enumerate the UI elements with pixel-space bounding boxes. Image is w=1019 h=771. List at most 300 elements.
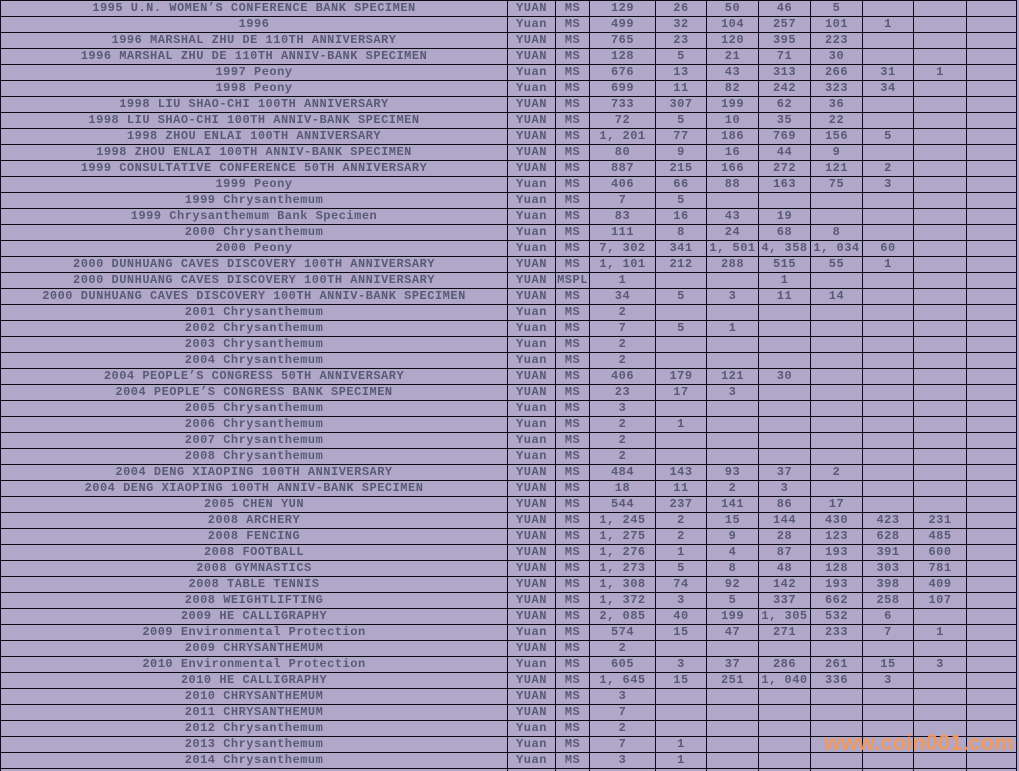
description-cell: 1999 Peony (1, 177, 508, 193)
grade-count-cell: 4, 358 (759, 241, 811, 257)
grading-service-cell: MS (556, 481, 590, 497)
description-cell: 2008 WEIGHTLIFTING (1, 593, 508, 609)
grade-count-cell (967, 401, 1017, 417)
currency-cell: Yuan (508, 65, 556, 81)
description-cell: 2010 CHRYSANTHEMUM (1, 689, 508, 705)
grade-count-cell (863, 145, 914, 161)
grading-service-cell: MS (556, 145, 590, 161)
grade-count-cell (967, 273, 1017, 289)
grade-count-cell: 4 (707, 545, 759, 561)
grade-count-cell: 307 (656, 97, 707, 113)
currency-cell: YUAN (508, 561, 556, 577)
grade-count-cell (707, 721, 759, 737)
grade-count-cell (967, 225, 1017, 241)
grade-count-cell: 24 (707, 225, 759, 241)
grade-count-cell (914, 401, 967, 417)
grade-count-cell (863, 369, 914, 385)
grade-count-cell: 5 (656, 113, 707, 129)
grading-service-cell: MS (556, 161, 590, 177)
description-cell: 2004 PEOPLE’S CONGRESS BANK SPECIMEN (1, 385, 508, 401)
table-row (1, 433, 1017, 449)
grading-service-cell: MS (556, 209, 590, 225)
grade-count-cell (656, 433, 707, 449)
grade-count-cell: 15 (707, 513, 759, 529)
grading-service-cell: MS (556, 737, 590, 753)
total-graded-cell: 887 (590, 161, 656, 177)
grade-count-cell (759, 753, 811, 769)
grade-count-cell: 35 (759, 113, 811, 129)
grading-service-cell: MS (556, 337, 590, 353)
total-graded-cell: 18 (590, 481, 656, 497)
grade-count-cell: 30 (811, 49, 863, 65)
grade-count-cell (967, 145, 1017, 161)
description-cell: 2000 DUNHUANG CAVES DISCOVERY 100TH ANNIVERSARY (1, 273, 508, 289)
description-cell: 2008 FENCING (1, 529, 508, 545)
table-row (1, 481, 1017, 497)
grade-count-cell: 82 (707, 81, 759, 97)
grade-count-cell (914, 33, 967, 49)
table-row (1, 129, 1017, 145)
grade-count-cell: 532 (811, 609, 863, 625)
table-row (1, 257, 1017, 273)
grade-count-cell (967, 369, 1017, 385)
grading-service-cell: MS (556, 641, 590, 657)
grade-count-cell (707, 433, 759, 449)
grade-count-cell: 231 (914, 513, 967, 529)
grade-count-cell (811, 641, 863, 657)
grade-count-cell: 11 (759, 289, 811, 305)
grade-count-cell: 22 (811, 113, 863, 129)
currency-cell: YUAN (508, 369, 556, 385)
table-row (1, 113, 1017, 129)
grading-service-cell: MS (556, 465, 590, 481)
total-graded-cell: 34 (590, 289, 656, 305)
grading-service-cell: MS (556, 577, 590, 593)
grading-service-cell: MS (556, 1, 590, 17)
grade-count-cell: 9 (811, 145, 863, 161)
grade-count-cell (914, 641, 967, 657)
grading-service-cell: MS (556, 369, 590, 385)
grade-count-cell: 62 (759, 97, 811, 113)
grade-count-cell (914, 369, 967, 385)
grade-count-cell (967, 385, 1017, 401)
total-graded-cell: 484 (590, 465, 656, 481)
grade-count-cell (759, 385, 811, 401)
grade-count-cell: 8 (656, 225, 707, 241)
grade-count-cell (811, 353, 863, 369)
grading-service-cell: MS (556, 545, 590, 561)
total-graded-cell: 1 (590, 273, 656, 289)
grade-count-cell (967, 257, 1017, 273)
total-graded-cell: 7, 302 (590, 241, 656, 257)
grade-count-cell: 3 (759, 481, 811, 497)
grade-count-cell: 5 (656, 321, 707, 337)
grade-count-cell (811, 753, 863, 769)
description-cell: 2008 ARCHERY (1, 513, 508, 529)
grade-count-cell (967, 129, 1017, 145)
grade-count-cell: 258 (863, 593, 914, 609)
grade-count-cell: 288 (707, 257, 759, 273)
currency-cell: YUAN (508, 1, 556, 17)
grade-count-cell: 286 (759, 657, 811, 673)
description-cell: 2011 CHRYSANTHEMUM (1, 705, 508, 721)
grade-count-cell: 3 (707, 289, 759, 305)
grading-service-cell: MS (556, 49, 590, 65)
grading-service-cell: MS (556, 177, 590, 193)
description-cell: 2004 PEOPLE’S CONGRESS 50TH ANNIVERSARY (1, 369, 508, 385)
table-row (1, 177, 1017, 193)
total-graded-cell: 111 (590, 225, 656, 241)
grade-count-cell: 15 (656, 673, 707, 689)
grade-count-cell (914, 177, 967, 193)
grading-service-cell: MS (556, 401, 590, 417)
grade-count-cell (707, 641, 759, 657)
total-graded-cell: 676 (590, 65, 656, 81)
grade-count-cell (759, 737, 811, 753)
grade-count-cell (967, 561, 1017, 577)
table-row (1, 497, 1017, 513)
currency-cell: Yuan (508, 753, 556, 769)
grade-count-cell (863, 321, 914, 337)
grade-count-cell: 1, 040 (759, 673, 811, 689)
grade-count-cell (914, 497, 967, 513)
description-cell: 2012 Chrysanthemum (1, 721, 508, 737)
grade-count-cell: 3 (914, 657, 967, 673)
grade-count-cell: 86 (759, 497, 811, 513)
grade-count-cell: 31 (863, 65, 914, 81)
grade-count-cell: 163 (759, 177, 811, 193)
table-row (1, 225, 1017, 241)
grade-count-cell: 43 (707, 209, 759, 225)
currency-cell: Yuan (508, 353, 556, 369)
grade-count-cell (811, 449, 863, 465)
grade-count-cell (967, 49, 1017, 65)
grade-count-cell: 1 (914, 65, 967, 81)
total-graded-cell: 7 (590, 737, 656, 753)
grade-count-cell: 781 (914, 561, 967, 577)
grade-count-cell: 16 (707, 145, 759, 161)
grade-count-cell: 120 (707, 33, 759, 49)
grade-count-cell (811, 481, 863, 497)
table-row (1, 65, 1017, 81)
grade-count-cell (967, 481, 1017, 497)
grade-count-cell (656, 305, 707, 321)
grade-count-cell (656, 721, 707, 737)
table-row (1, 513, 1017, 529)
grade-count-cell (967, 593, 1017, 609)
grade-count-cell: 104 (707, 17, 759, 33)
grade-count-cell (863, 97, 914, 113)
grade-count-cell: 121 (811, 161, 863, 177)
table-row (1, 465, 1017, 481)
table-row (1, 337, 1017, 353)
description-cell: 2000 Peony (1, 241, 508, 257)
grade-count-cell: 11 (656, 81, 707, 97)
grade-count-cell (656, 689, 707, 705)
grade-count-cell: 341 (656, 241, 707, 257)
currency-cell: Yuan (508, 305, 556, 321)
grade-count-cell (914, 113, 967, 129)
grade-count-cell: 215 (656, 161, 707, 177)
grade-count-cell (914, 689, 967, 705)
table-row (1, 609, 1017, 625)
grade-count-cell: 7 (863, 625, 914, 641)
grade-count-cell: 46 (759, 1, 811, 17)
grade-count-cell: 1 (707, 321, 759, 337)
currency-cell: YUAN (508, 49, 556, 65)
total-graded-cell: 128 (590, 49, 656, 65)
total-graded-cell: 2 (590, 449, 656, 465)
grade-count-cell (914, 433, 967, 449)
table-row (1, 289, 1017, 305)
grade-count-cell: 5 (863, 129, 914, 145)
grade-count-cell (656, 353, 707, 369)
grade-count-cell: 261 (811, 657, 863, 673)
grade-count-cell: 68 (759, 225, 811, 241)
total-graded-cell: 2 (590, 417, 656, 433)
grade-count-cell: 40 (656, 609, 707, 625)
grading-service-cell: MS (556, 305, 590, 321)
grade-count-cell: 193 (811, 545, 863, 561)
grade-count-cell: 21 (707, 49, 759, 65)
grade-count-cell: 769 (759, 129, 811, 145)
grade-count-cell (863, 273, 914, 289)
total-graded-cell: 7 (590, 705, 656, 721)
description-cell: 1995 U.N. WOMEN’S CONFERENCE BANK SPECIMEN (1, 1, 508, 17)
table-row (1, 657, 1017, 673)
total-graded-cell: 544 (590, 497, 656, 513)
table-row (1, 145, 1017, 161)
description-cell: 2000 DUNHUANG CAVES DISCOVERY 100TH ANNIV-BANK SPECIMEN (1, 289, 508, 305)
currency-cell: YUAN (508, 481, 556, 497)
grade-count-cell (863, 1, 914, 17)
grade-count-cell: 32 (656, 17, 707, 33)
grade-count-cell (967, 529, 1017, 545)
watermark-text: www.coin001.com (824, 730, 1014, 755)
grade-count-cell (967, 721, 1017, 737)
total-graded-cell: 499 (590, 17, 656, 33)
grade-count-cell: 50 (707, 1, 759, 17)
grade-count-cell: 336 (811, 673, 863, 689)
currency-cell: Yuan (508, 177, 556, 193)
grade-count-cell: 16 (656, 209, 707, 225)
grade-count-cell (914, 289, 967, 305)
grade-count-cell: 1 (656, 753, 707, 769)
description-cell: 1997 Peony (1, 65, 508, 81)
total-graded-cell: 1, 276 (590, 545, 656, 561)
grade-count-cell (863, 705, 914, 721)
total-graded-cell: 1, 245 (590, 513, 656, 529)
total-graded-cell: 80 (590, 145, 656, 161)
currency-cell: Yuan (508, 17, 556, 33)
grade-count-cell (759, 689, 811, 705)
grade-count-cell: 66 (656, 177, 707, 193)
grade-count-cell: 2 (707, 481, 759, 497)
grade-count-cell: 2 (863, 161, 914, 177)
grade-count-cell (914, 193, 967, 209)
grade-count-cell: 144 (759, 513, 811, 529)
grade-count-cell (707, 401, 759, 417)
grade-count-cell: 15 (863, 657, 914, 673)
grade-count-cell (914, 305, 967, 321)
table-row (1, 449, 1017, 465)
total-graded-cell: 699 (590, 81, 656, 97)
table-row (1, 705, 1017, 721)
grade-count-cell: 233 (811, 625, 863, 641)
grade-count-cell (811, 337, 863, 353)
currency-cell: Yuan (508, 721, 556, 737)
table-row (1, 561, 1017, 577)
grade-count-cell: 43 (707, 65, 759, 81)
currency-cell: YUAN (508, 33, 556, 49)
table-row (1, 49, 1017, 65)
grade-count-cell: 199 (707, 97, 759, 113)
grade-count-cell (759, 337, 811, 353)
grade-count-cell (707, 305, 759, 321)
grade-count-cell (863, 225, 914, 241)
grade-count-cell: 10 (707, 113, 759, 129)
grade-count-cell (914, 721, 967, 737)
grade-count-cell (811, 321, 863, 337)
grade-count-cell: 101 (811, 17, 863, 33)
description-cell: 2002 Chrysanthemum (1, 321, 508, 337)
grade-count-cell: 44 (759, 145, 811, 161)
table-body (1, 1, 1017, 771)
table-row (1, 401, 1017, 417)
total-graded-cell: 83 (590, 209, 656, 225)
table-row (1, 81, 1017, 97)
grade-count-cell (967, 161, 1017, 177)
table-row (1, 753, 1017, 769)
grade-count-cell: 23 (656, 33, 707, 49)
currency-cell: YUAN (508, 593, 556, 609)
grading-service-cell: MS (556, 625, 590, 641)
grade-count-cell: 398 (863, 577, 914, 593)
grade-count-cell: 193 (811, 577, 863, 593)
grading-service-cell: MS (556, 657, 590, 673)
currency-cell: Yuan (508, 241, 556, 257)
grade-count-cell (914, 145, 967, 161)
grade-count-cell: 628 (863, 529, 914, 545)
grade-count-cell (863, 689, 914, 705)
description-cell: 2000 Chrysanthemum (1, 225, 508, 241)
grade-count-cell (914, 385, 967, 401)
grade-count-cell: 128 (811, 561, 863, 577)
description-cell: 2013 Chrysanthemum (1, 737, 508, 753)
grade-count-cell: 142 (759, 577, 811, 593)
grade-count-cell (967, 177, 1017, 193)
description-cell: 2010 HE CALLIGRAPHY (1, 673, 508, 689)
grade-count-cell (967, 705, 1017, 721)
grade-count-cell (967, 449, 1017, 465)
grade-count-cell (967, 577, 1017, 593)
table-row (1, 625, 1017, 641)
grade-count-cell: 600 (914, 545, 967, 561)
grade-count-cell (967, 209, 1017, 225)
grade-count-cell (914, 705, 967, 721)
grade-count-cell (863, 113, 914, 129)
grade-count-cell (967, 33, 1017, 49)
grade-count-cell (759, 321, 811, 337)
grade-count-cell (967, 241, 1017, 257)
grade-count-cell (863, 753, 914, 769)
total-graded-cell: 2, 085 (590, 609, 656, 625)
total-graded-cell: 1, 273 (590, 561, 656, 577)
grading-service-cell: MS (556, 561, 590, 577)
grade-count-cell: 166 (707, 161, 759, 177)
description-cell: 1999 Chrysanthemum Bank Specimen (1, 209, 508, 225)
grade-count-cell (967, 625, 1017, 641)
table-row (1, 529, 1017, 545)
grade-count-cell: 37 (707, 657, 759, 673)
currency-cell: Yuan (508, 737, 556, 753)
currency-cell: Yuan (508, 81, 556, 97)
grade-count-cell: 71 (759, 49, 811, 65)
grade-count-cell: 5 (656, 193, 707, 209)
total-graded-cell: 3 (590, 401, 656, 417)
table-row (1, 33, 1017, 49)
grade-count-cell (914, 737, 967, 753)
description-cell: 2004 Chrysanthemum (1, 353, 508, 369)
grade-count-cell: 272 (759, 161, 811, 177)
grading-service-cell: MS (556, 449, 590, 465)
description-cell: 2010 Environmental Protection (1, 657, 508, 673)
currency-cell: Yuan (508, 417, 556, 433)
grade-count-cell: 34 (863, 81, 914, 97)
description-cell: 2004 DENG XIAOPING 100TH ANNIVERSARY (1, 465, 508, 481)
grade-count-cell (811, 369, 863, 385)
grade-count-cell (967, 113, 1017, 129)
table-row (1, 97, 1017, 113)
table-row (1, 17, 1017, 33)
table-row (1, 673, 1017, 689)
grade-count-cell: 5 (656, 49, 707, 65)
grade-count-cell (811, 417, 863, 433)
grade-count-cell: 1 (656, 545, 707, 561)
grade-count-cell (967, 737, 1017, 753)
currency-cell: Yuan (508, 193, 556, 209)
grade-count-cell (967, 689, 1017, 705)
grade-count-cell: 3 (656, 593, 707, 609)
grade-count-cell: 141 (707, 497, 759, 513)
grade-count-cell (914, 225, 967, 241)
currency-cell: YUAN (508, 385, 556, 401)
grade-count-cell: 251 (707, 673, 759, 689)
grade-count-cell: 156 (811, 129, 863, 145)
grade-count-cell (863, 193, 914, 209)
grade-count-cell: 199 (707, 609, 759, 625)
grading-service-cell: MS (556, 289, 590, 305)
grading-service-cell: MS (556, 33, 590, 49)
grade-count-cell: 1 (863, 17, 914, 33)
grade-count-cell: 271 (759, 625, 811, 641)
currency-cell: YUAN (508, 545, 556, 561)
grade-count-cell (967, 17, 1017, 33)
grade-count-cell (967, 609, 1017, 625)
grade-count-cell: 19 (759, 209, 811, 225)
grade-count-cell: 121 (707, 369, 759, 385)
table-row (1, 161, 1017, 177)
total-graded-cell: 2 (590, 433, 656, 449)
grade-count-cell (863, 497, 914, 513)
grade-count-cell (967, 417, 1017, 433)
grading-service-cell: MS (556, 257, 590, 273)
grade-count-cell (707, 193, 759, 209)
table-row (1, 577, 1017, 593)
grade-count-cell: 237 (656, 497, 707, 513)
grade-count-cell (914, 209, 967, 225)
total-graded-cell: 574 (590, 625, 656, 641)
